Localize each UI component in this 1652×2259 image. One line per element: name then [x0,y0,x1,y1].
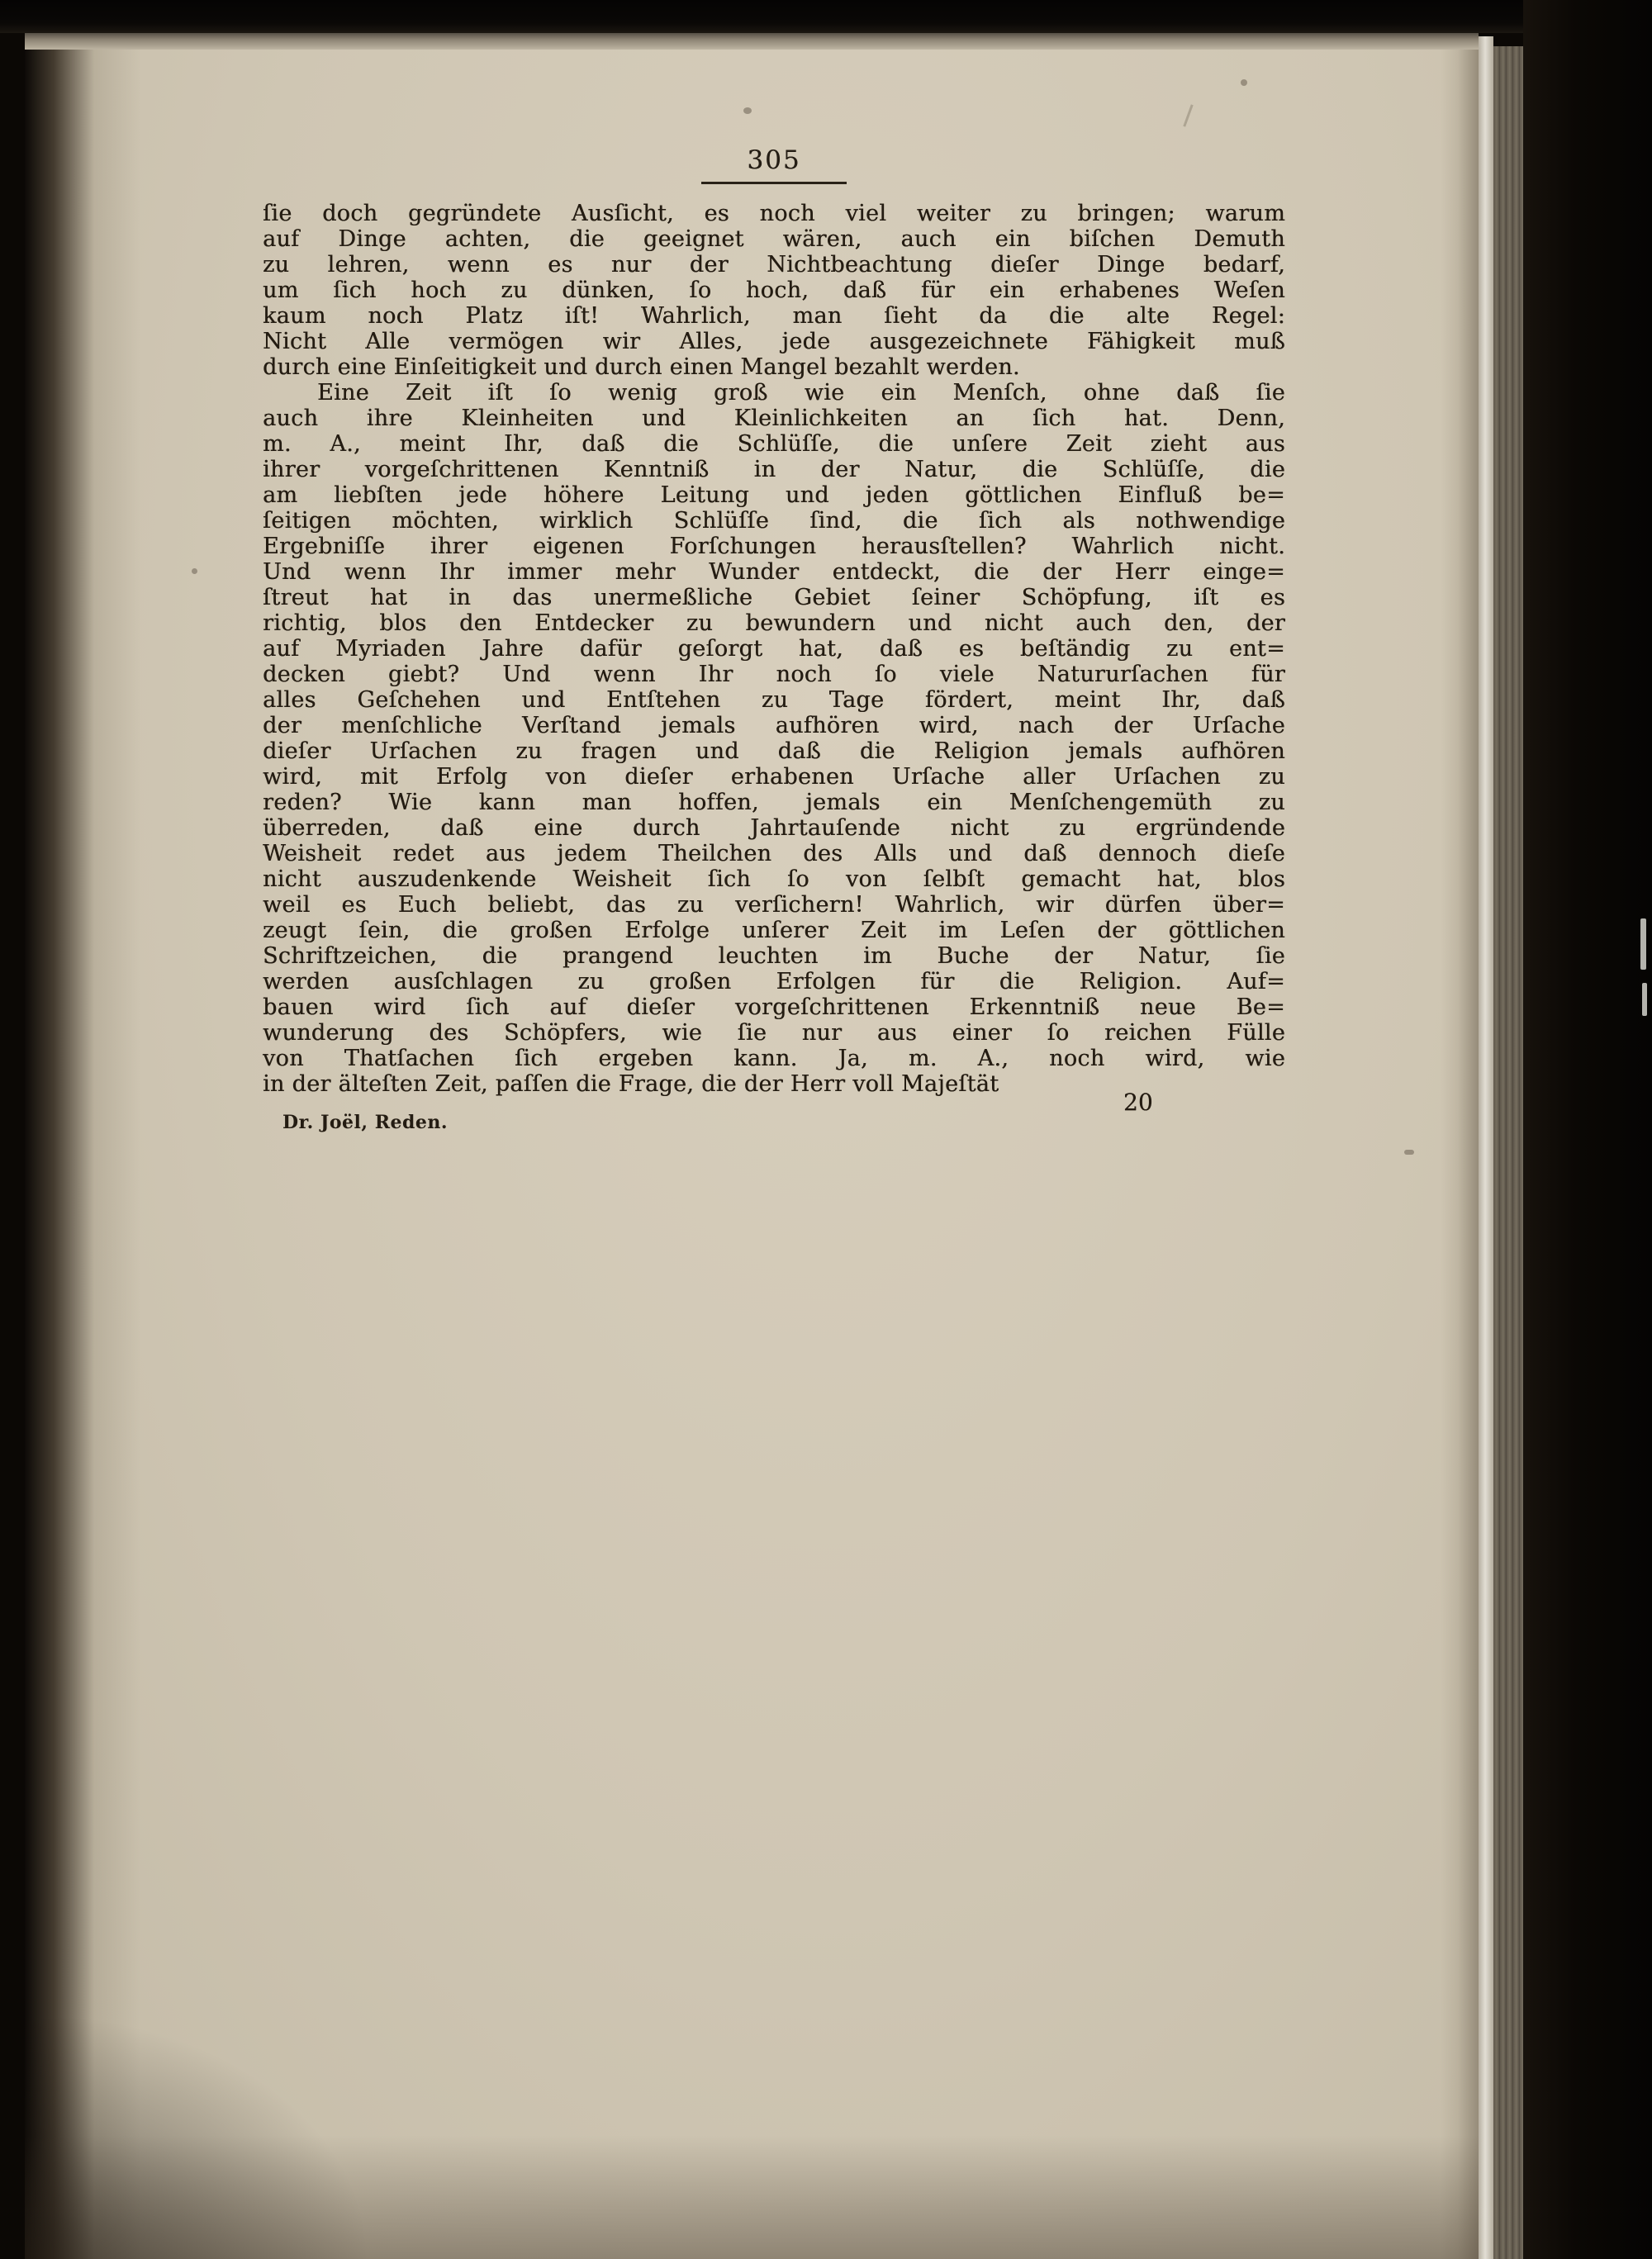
text-line: decken giebt? Und wenn Ihr noch ſo viele Natururſachen für [263,662,1285,687]
text-line: weil es Euch beliebt, das zu verſichern! Wahrlich, wir dürfen über= [263,892,1285,918]
paper-speck [1404,1150,1414,1155]
paper-speck [1241,79,1247,86]
page-right-shadow [1441,33,1479,2259]
text-line: am liebſten jede höhere Leitung und jeden göttlichen Einfluß be= [263,482,1285,508]
text-line: der menſchliche Verſtand jemals aufhören wird, nach der Urſache [263,713,1285,738]
text-line: Schriftzeichen, die prangend leuchten im Buche der Natur, ſie [263,943,1285,969]
text-line: ſie doch gegründete Ausſicht, es noch viel weiter zu bringen; warum [263,201,1285,226]
text-line: Ergebniſſe ihrer eigenen Forſchungen herausſtellen? Wahrlich nicht. [263,534,1285,559]
gutter-shadow [25,33,140,2259]
text-line: auf Myriaden Jahre dafür geſorgt hat, daß es beſtändig zu ent= [263,636,1285,662]
text-line: Weisheit redet aus jedem Theilchen des Alls und daß dennoch dieſe [263,841,1285,866]
text-line: kaum noch Platz iſt! Wahrlich, man ſieht da die alte Regel: [263,303,1285,329]
text-line: m. A., meint Ihr, daß die Schlüſſe, die unſere Zeit zieht aus [263,431,1285,457]
text-line: ſtreut hat in das unermeßliche Gebiet ſeiner Schöpfung, iſt es [263,585,1285,610]
page-edges-stack [1493,46,1523,2259]
text-line: dieſer Urſachen zu fragen und daß die Religion jemals aufhören [263,738,1285,764]
text-line: Nicht Alle vermögen wir Alles, jede ausgezeichnete Fähigkeit muß [263,329,1285,354]
imprint: Dr. Joël, Reden. [282,1112,449,1133]
page-edge-highlight [1479,36,1493,2259]
book-top-edge [0,0,1652,33]
page-text [263,201,1285,1097]
text-line: wunderung des Schöpfers, wie ſie nur aus einer ſo reichen Fülle [263,1020,1285,1046]
text-line: zeugt ſein, die großen Erfolge unſerer Zeit im Leſen der göttlichen [263,918,1285,943]
text-line: alles Geſchehen und Entſtehen zu Tage fördert, meint Ihr, daß [263,687,1285,713]
text-line: zu lehren, wenn es nur der Nichtbeachtung dieſer Dinge bedarf, [263,252,1285,278]
text-line: werden ausſchlagen zu großen Erfolgen für die Religion. Auf= [263,969,1285,994]
text-line: in der älteſten Zeit, paſſen die Frage, die der Herr voll Majeſtät [263,1071,999,1097]
text-line: auch ihre Kleinheiten und Kleinlichkeiten an ſich hat. Denn, [263,406,1285,431]
text-line: Eine Zeit iſt ſo wenig groß wie ein Menſch, ohne daß ſie [317,380,1285,406]
edge-mark [1642,983,1647,1016]
text-line: richtig, blos den Entdecker zu bewundern und nicht auch den, der [263,610,1285,636]
text-line: nicht auszudenkende Weisheit ſich ſo von ſelbſt gemacht hat, blos [263,866,1285,892]
signature-mark: 20 [1123,1089,1153,1116]
paper-speck [192,568,197,574]
paragraph-1 [263,201,1285,380]
page-number-container [263,145,1285,184]
text-line: Und wenn Ihr immer mehr Wunder entdeckt, die der Herr einge= [263,559,1285,585]
page-top-edges [25,33,1479,50]
page-corner-shadow [25,2011,372,2259]
page-number: 305 [701,145,846,184]
text-line: auf Dinge achten, die geeignet wären, auch ein biſchen Demuth [263,226,1285,252]
text-line: von Thatſachen ſich ergeben kann. Ja, m. A., noch wird, wie [263,1046,1285,1071]
text-line: bauen wird ſich auf dieſer vorgeſchrittenen Erkenntniß neue Be= [263,994,1285,1020]
text-line: wird, mit Erfolg von dieſer erhabenen Urſache aller Urſachen zu [263,764,1285,790]
text-line: um ſich hoch zu dünken, ſo hoch, daß für ein erhabenes Weſen [263,278,1285,303]
text-line: reden? Wie kann man hoffen, jemals ein Menſchengemüth zu [263,790,1285,815]
text-line: überreden, daß eine durch Jahrtauſende nicht zu ergründende [263,815,1285,841]
edge-mark [1640,918,1646,970]
text-line: ſeitigen möchten, wirklich Schlüſſe ſind, die ſich als nothwendige [263,508,1285,534]
paragraph-2 [263,380,1285,1097]
paper-speck [743,107,752,114]
text-line: durch eine Einſeitigkeit und durch einen Mangel bezahlt werden. [263,354,1020,380]
book-cover-right [1523,0,1652,2259]
text-line: ihrer vorgeſchrittenen Kenntniß in der Natur, die Schlüſſe, die [263,457,1285,482]
